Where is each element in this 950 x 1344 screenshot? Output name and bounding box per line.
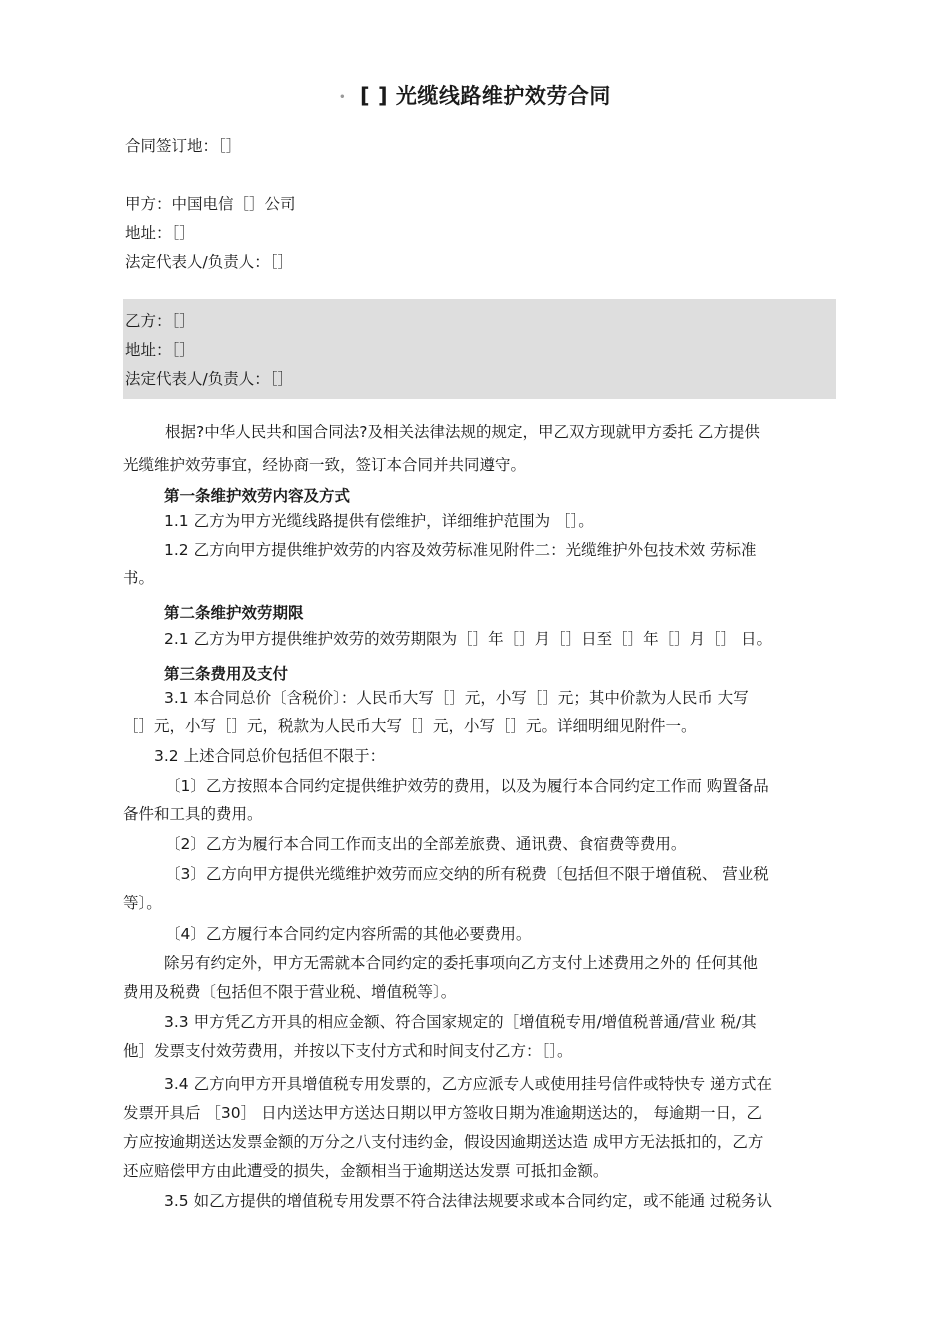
article-2-1: 2.1 乙方为甲方提供维护效劳的效劳期限为［］年［］月［］日至［］年［］月［］ 日。 xyxy=(164,630,773,648)
article-3-1-line-2: ［］元，小写［］元，税款为人民币大写［］元，小写［］元。详细明细见附件一。 xyxy=(123,717,697,735)
article-1-2-line-1: 1.2 乙方向甲方提供维护效劳的内容及效劳标准见附件二：光缆维护外包技术效 劳标准 xyxy=(164,541,757,559)
article-3-heading: 第三条费用及支付 xyxy=(164,665,289,683)
article-3-2-item-3-line-1: 〔3〕乙方向甲方提供光缆维护效劳而应交纳的所有税费〔包括但不限于增值税、 营业税 xyxy=(165,865,769,883)
party-b-address: 地址：［］ xyxy=(125,341,195,359)
document-title xyxy=(0,80,950,110)
intro-line-1: 根据?中华人民共和国合同法?及相关法律法规的规定，甲乙双方现就甲方委托 乙方提供 xyxy=(165,423,760,441)
article-3-4-line-3: 方应按逾期送达发票金额的万分之八支付违约金，假设因逾期送达造 成甲方无法抵扣的，乙方 xyxy=(123,1133,764,1151)
article-3-5-line-1: 3.5 如乙方提供的增值税专用发票不符合法律法规要求或本合同约定，或不能通 过税务认 xyxy=(164,1192,773,1210)
article-1-heading: 第一条维护效劳内容及方式 xyxy=(164,487,351,505)
article-3-2-item-1-line-1: 〔1〕乙方按照本合同约定提供维护效劳的费用，以及为履行本合同约定工作而 购置备品 xyxy=(165,777,769,795)
article-3-3-line-2: 他］发票支付效劳费用，并按以下支付方式和时间支付乙方：［］。 xyxy=(123,1042,573,1060)
article-3-2-item-3-line-2: 等〕。 xyxy=(123,894,162,912)
party-b-name: 乙方：［］ xyxy=(125,312,195,330)
article-3-2-item-1-line-2: 备件和工具的费用。 xyxy=(123,805,263,823)
party-a-representative: 法定代表人/负责人：［］ xyxy=(125,253,293,271)
article-3-2-item-2: 〔2〕乙方为履行本合同工作而支出的全部差旅费、通讯费、食宿费等费用。 xyxy=(165,835,687,853)
article-3-2-note-line-2: 费用及税费〔包括但不限于营业税、增值税等〕。 xyxy=(123,983,457,1001)
article-3-2-note-line-1: 除另有约定外，甲方无需就本合同约定的委托事项向乙方支付上述费用之外的 任何其他 xyxy=(164,954,758,972)
title-text: 光缆线路维护效劳合同 xyxy=(395,84,611,108)
article-3-2: 3.2 上述合同总价包括但不限于： xyxy=(154,747,386,765)
article-1-2-line-2: 书。 xyxy=(123,569,155,587)
party-a-name: 甲方：中国电信［］公司 xyxy=(125,195,296,213)
party-b-representative: 法定代表人/负责人：［］ xyxy=(125,370,293,388)
article-3-3-line-1: 3.3 甲方凭乙方开具的相应金额、符合国家规定的［增值税专用/增值税普通/营业 税/其 xyxy=(164,1013,757,1031)
article-1-1: 1.1 乙方为甲方光缆线路提供有偿维护，详细维护范围为 ［］。 xyxy=(164,512,594,530)
party-a-address: 地址：［］ xyxy=(125,224,195,242)
title-marker: • xyxy=(339,91,347,103)
article-3-4-line-4: 还应赔偿甲方由此遭受的损失，金额相当于逾期送达发票 可抵扣金额。 xyxy=(123,1162,609,1180)
article-3-1-line-1: 3.1 本合同总价〔含税价〕：人民币大写［］元，小写［］元；其中价款为人民币 大写 xyxy=(164,689,749,707)
article-3-4-line-2: 发票开具后 ［30］ 日内送达甲方送达日期以甲方签收日期为准逾期送达的， 每逾期一日，乙 xyxy=(123,1104,763,1122)
sign-place: 合同签订地：［］ xyxy=(125,137,242,155)
intro-line-2: 光缆维护效劳事宜，经协商一致，签订本合同并共同遵守。 xyxy=(123,456,527,474)
article-3-2-item-4: 〔4〕乙方履行本合同约定内容所需的其他必要费用。 xyxy=(165,925,532,943)
article-2-heading: 第二条维护效劳期限 xyxy=(164,604,304,622)
title-prefix: [ ] xyxy=(360,84,389,108)
article-3-4-line-1: 3.4 乙方向甲方开具增值税专用发票的，乙方应派专人或使用挂号信件或特快专 递方式在 xyxy=(164,1075,773,1093)
